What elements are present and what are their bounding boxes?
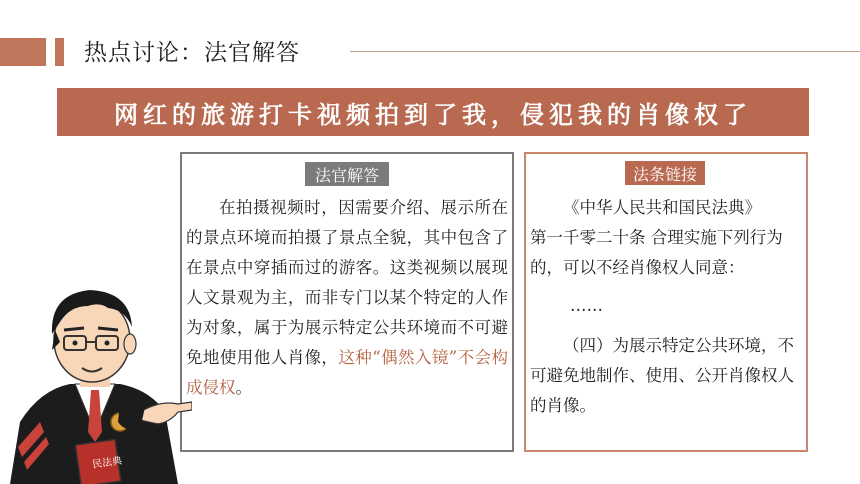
law-ellipsis: ……: [570, 296, 603, 315]
judge-answer-end: 。: [235, 378, 252, 397]
header-accent-bar: [0, 38, 46, 66]
judge-answer-body: 在拍摄视频时，因需要介绍、展示所在的景点环境而拍摄了景点全貌，其中包含了在景点中穿插而过的游客。这类视频以展现人文景观为主，而非专门以某个特定的人作为对象，属于为展示特定公共环境而不可避免地使用他人肖像，: [186, 198, 508, 367]
law-clause-four: （四）为展示特定公共环境，不可避免地制作、使用、公开肖像权人的肖像。: [530, 336, 794, 415]
law-article: 第一千零二十条 合理实施下列行为的，可以不经肖像权人同意：: [530, 228, 783, 277]
page-title: 热点讨论：法官解答: [84, 40, 300, 66]
header-divider: [350, 51, 860, 52]
law-link-label: 法条链接: [625, 161, 705, 185]
topic-banner: 网红的旅游打卡视频拍到了我，侵犯我的肖像权了: [57, 88, 809, 136]
judge-answer-text: [186, 193, 508, 403]
judge-answer-label: 法官解答: [305, 162, 389, 186]
judge-answer-highlight: 这种“偶然入镜”不会构成侵权: [186, 348, 509, 397]
law-article-text: [530, 193, 804, 421]
law-title: 《中华人民共和国民法典》: [563, 198, 761, 217]
header-accent-mark: [55, 38, 64, 66]
book-label: 民法典: [91, 455, 123, 471]
judge-illustration: [0, 272, 192, 484]
